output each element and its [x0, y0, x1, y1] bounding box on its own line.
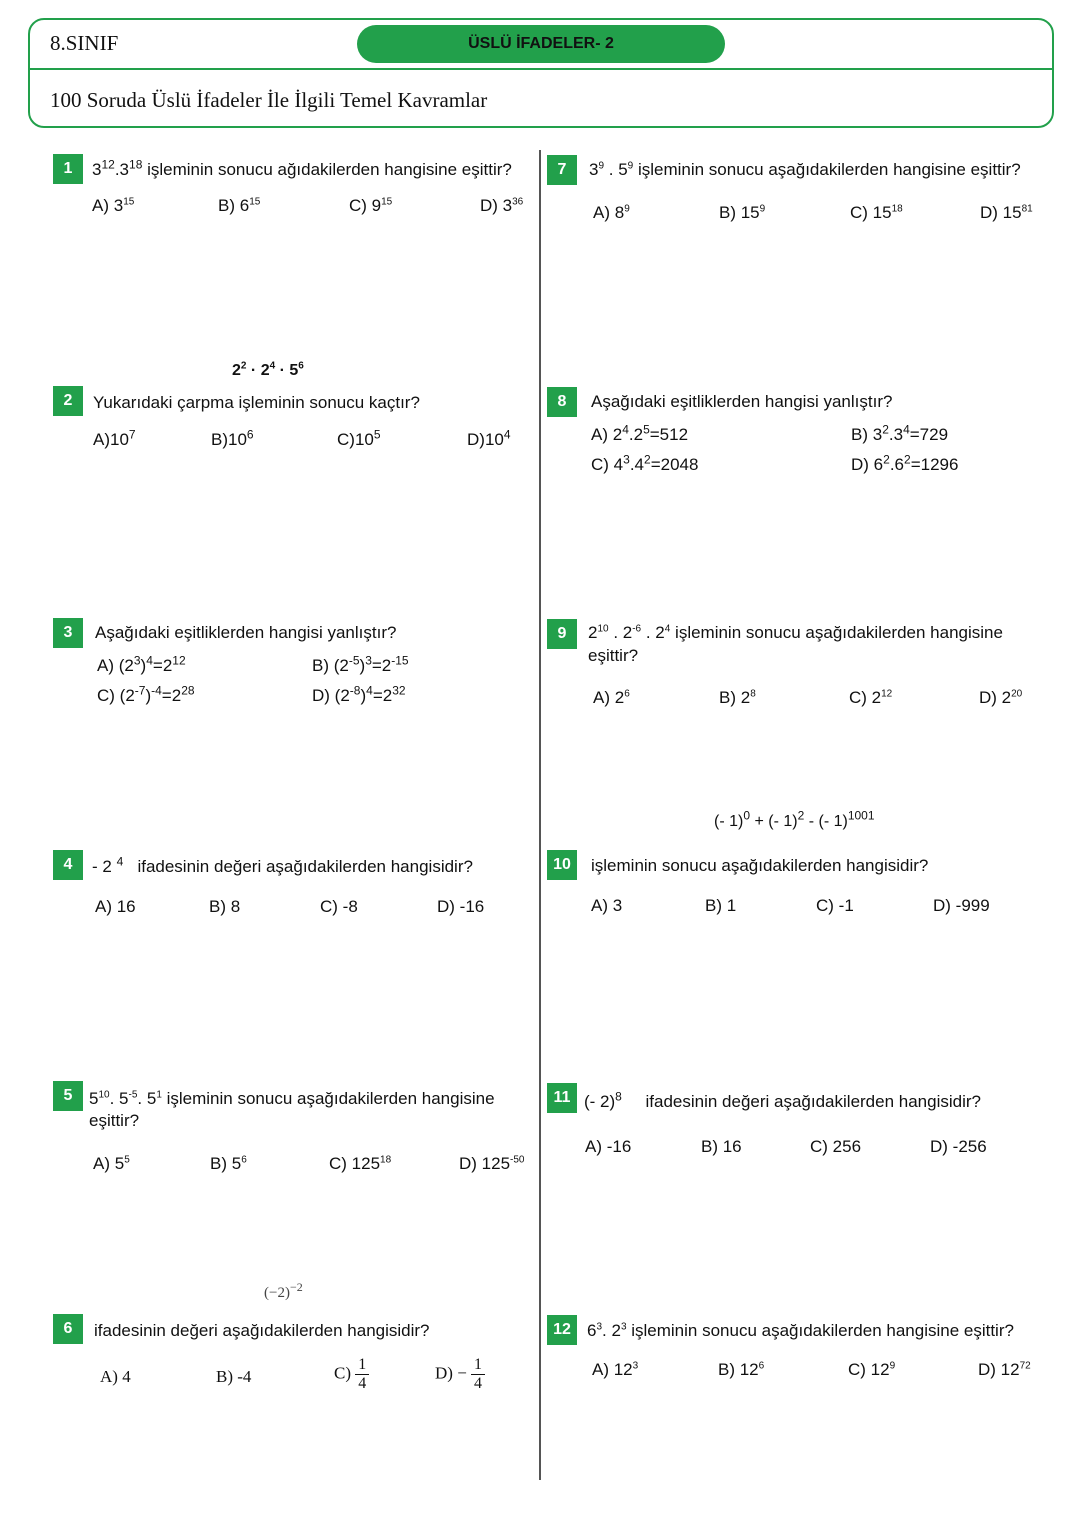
question-1-option-b[interactable]: B) $6^{15}$	[218, 196, 261, 215]
question-9-text-line2: eşittir?	[588, 646, 639, 665]
question-number-11: 11	[547, 1083, 577, 1113]
question-4-option-b[interactable]: B) 8	[209, 897, 241, 916]
question-1-option-a[interactable]: A) $3^{15}$	[92, 196, 135, 215]
question-2-text: Yukarıdaki çarpma işleminin sonucu kaçtır?	[93, 393, 420, 412]
question-7-option-d[interactable]: D) $15^{81}$	[980, 203, 1033, 222]
question-7-option-b[interactable]: B) $15^9$	[719, 203, 766, 222]
question-number-3: 3	[53, 618, 83, 648]
question-number-5: 5	[53, 1081, 83, 1111]
question-9-option-a[interactable]: A) $2^6$	[593, 688, 630, 707]
question-6-option-b[interactable]: B) -4	[216, 1367, 252, 1386]
question-1-text: $3^{12}.3^{18}$ işleminin sonucu ağıdakilerden hangisine eşittir?	[92, 157, 512, 179]
question-2-option-d[interactable]: $D)10^4$	[467, 427, 511, 449]
question-7-text: $3^9$ . $5^9$ işleminin sonucu aşağıdakilerden hangisine eşittir?	[589, 160, 1021, 179]
question-10-option-b[interactable]: B) 1	[705, 896, 737, 915]
worksheet-title: ÜSLÜ İFADELER- 2	[357, 25, 725, 63]
question-6-option-a[interactable]: A) 4	[100, 1367, 131, 1386]
question-6-option-d[interactable]: D) − $\frac{1}{4}$	[435, 1356, 485, 1393]
question-5-option-c[interactable]: C) $125^{18}$	[329, 1154, 392, 1173]
question-9-option-d[interactable]: D) $2^{20}$	[979, 688, 1023, 707]
question-4-option-c[interactable]: C) -8	[320, 897, 358, 916]
question-number-7: 7	[547, 155, 577, 185]
question-3-text: Aşağıdaki eşitliklerden hangisi yanlıştır?	[95, 623, 397, 642]
question-8-text: Aşağıdaki eşitliklerden hangisi yanlıştır?	[591, 392, 893, 411]
worksheet-subtitle: 100 Soruda Üslü İfadeler İle İlgili Temel Kavramlar	[50, 88, 488, 112]
question-9-option-c[interactable]: C) $2^{12}$	[849, 688, 893, 707]
question-number-4: 4	[53, 850, 83, 880]
question-11-text: (- 2)$^8$ ifadesinin değeri aşağıdakilerden hangisidir?	[584, 1089, 981, 1111]
question-10-text: işleminin sonucu aşağıdakilerden hangisidir?	[591, 856, 929, 875]
question-2-expression: $2^2 \cdot 2^4 \cdot 5^6$	[232, 360, 304, 379]
question-5-option-a[interactable]: A) $5^5$	[93, 1154, 130, 1173]
question-11-option-d[interactable]: D) -256	[930, 1137, 987, 1156]
question-number-1: 1	[53, 154, 83, 184]
question-5-option-b[interactable]: B) $5^6$	[210, 1154, 247, 1173]
question-7-option-a[interactable]: A) $8^9$	[593, 203, 630, 222]
question-12-option-c[interactable]: C) $12^9$	[848, 1360, 896, 1379]
question-6-option-c[interactable]: C) $\frac{1}{4}$	[334, 1356, 369, 1393]
question-number-6: 6	[53, 1314, 83, 1344]
question-12-option-a[interactable]: A) $12^3$	[592, 1360, 639, 1379]
question-12-option-d[interactable]: D) $12^{72}$	[978, 1360, 1031, 1379]
question-5-text-line1: $5^{10}$. $5^{-5}$. $5^1$ işleminin sonucu aşağıdakilerden hangisine	[89, 1089, 495, 1108]
question-1-option-d[interactable]: D) $3^{36}$	[480, 196, 524, 215]
question-number-8: 8	[547, 387, 577, 417]
question-12-option-b[interactable]: B) $12^6$	[718, 1360, 765, 1379]
question-6-expression: $(-2)^{-2}$	[264, 1280, 303, 1301]
column-divider	[539, 150, 541, 1480]
question-11-option-a[interactable]: A) -16	[585, 1137, 632, 1156]
question-8-option-a[interactable]: A) $2^4.2^5=512$	[591, 422, 689, 444]
question-10-option-d[interactable]: D) -999	[933, 896, 990, 915]
question-1-option-c[interactable]: C) $9^{15}$	[349, 196, 393, 215]
question-3-option-a[interactable]: A) $(2^3)^4=2^{12}$	[97, 653, 186, 675]
question-9-option-b[interactable]: B) $2^8$	[719, 688, 756, 707]
question-9-text-line1: $2^{10}$ . $2^{-6}$ . $2^4$ işleminin sonucu aşağıdakilerden hangisine	[588, 623, 1003, 642]
question-11-option-c[interactable]: C) 256	[810, 1137, 862, 1156]
question-8-option-b[interactable]: B) $3^2.3^4=729$	[851, 422, 949, 444]
question-3-option-b[interactable]: B) $(2^{-5})^3=2^{-15}$	[312, 653, 409, 675]
question-10-expression: (- 1)$^0$ + (- 1)$^2$ - (- 1)$^{1001}$	[714, 808, 875, 830]
question-5-text-line2: eşittir?	[89, 1111, 140, 1130]
question-11-option-b[interactable]: B) 16	[701, 1137, 742, 1156]
question-number-10: 10	[547, 850, 577, 880]
question-10-option-a[interactable]: A) 3	[591, 896, 623, 915]
question-7-option-c[interactable]: C) $15^{18}$	[850, 203, 903, 222]
question-2-option-c[interactable]: $C)10^5$	[337, 427, 381, 449]
question-5-option-d[interactable]: D) $125^{-50}$	[459, 1154, 525, 1173]
question-3-option-c[interactable]: C) $(2^{-7})^{-4}=2^{28}$	[97, 683, 195, 705]
question-2-option-b[interactable]: $B)10^6$	[211, 427, 254, 449]
question-number-12: 12	[547, 1315, 577, 1345]
question-2-option-a[interactable]: $A)10^7$	[93, 427, 136, 449]
header-divider	[28, 68, 1054, 70]
question-4-option-d[interactable]: D) -16	[437, 897, 485, 916]
question-8-option-c[interactable]: C) $4^3.4^2=2048$	[591, 452, 699, 474]
question-number-9: 9	[547, 619, 577, 649]
question-4-option-a[interactable]: A) 16	[95, 897, 136, 916]
question-number-2: 2	[53, 386, 83, 416]
question-3-option-d[interactable]: D) $(2^{-8})^4=2^{32}$	[312, 683, 406, 705]
question-10-option-c[interactable]: C) -1	[816, 896, 854, 915]
question-6-text: ifadesinin değeri aşağıdakilerden hangisidir?	[94, 1321, 430, 1340]
question-4-text: - 2 $^4$ ifadesinin değeri aşağıdakilerden hangisidir?	[92, 854, 473, 876]
question-12-text: $6^3$. $2^3$ işleminin sonucu aşağıdakilerden hangisine eşittir?	[587, 1321, 1014, 1340]
grade-label: 8.SINIF	[50, 31, 119, 55]
question-8-option-d[interactable]: D) $6^2.6^2=1296$	[851, 452, 959, 474]
